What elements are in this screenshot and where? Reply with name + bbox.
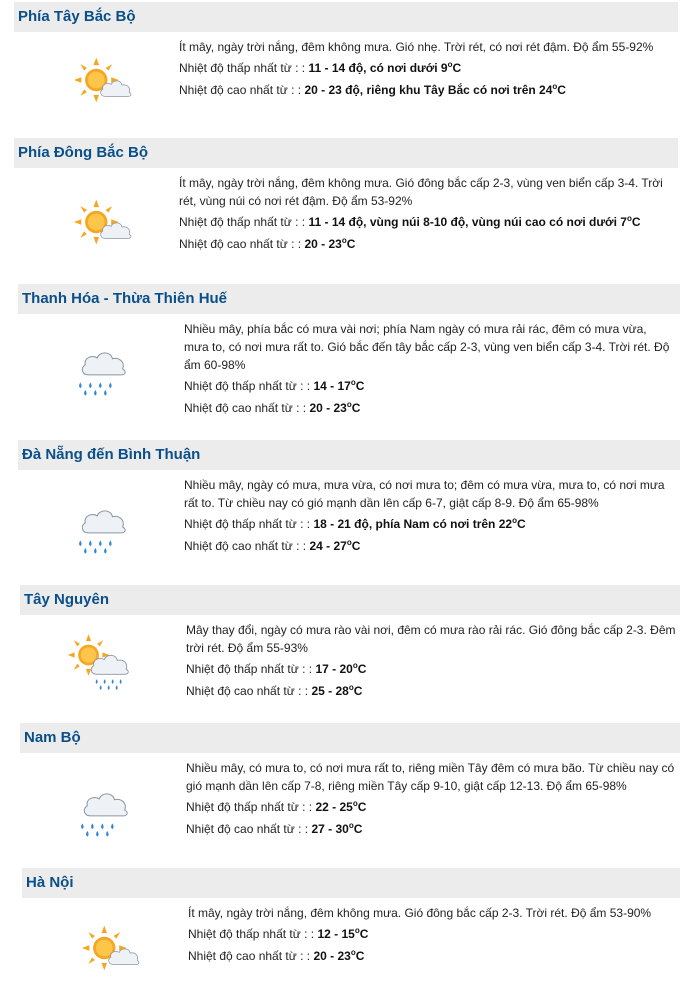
min-temp-label: Nhiệt độ thấp nhất từ : : [179,215,306,229]
forecast-description: Ít mây, ngày trời nắng, đêm không mưa. Gió đông bắc cấp 2-3. Trời rét. Độ ẩm 53-90% [188,906,652,920]
max-temp-value: 25 - 28$^o$C [311,683,363,698]
max-temp-line [186,682,676,700]
region-card [14,138,678,278]
min-temp-line [184,515,674,533]
min-temp-value: 18 - 21 độ, phía Nam có nơi trên 22$^o$C [313,516,526,531]
max-temp-line [179,235,670,253]
max-temp-line [179,81,670,99]
rain-cloud-icon [70,494,140,564]
region-title: Thanh Hóa - Thừa Thiên Huế [18,284,680,314]
min-temp-value: 12 - 15$^o$C [317,926,369,941]
forecast-description: Mây thay đổi, ngày có mưa rào vài nơi, đêm có mưa rào rải rác. Gió đông bắc cấp 2-3. Đêm trời rét. Độ ẩm 55-93% [186,623,676,655]
region-title: Phía Đông Bắc Bộ [14,138,678,168]
forecast-description: Nhiều mây, có mưa to, có nơi mưa rất to, riêng miền Tây đêm có mưa bão. Từ chiều nay có gió mạnh dần lên cấp 7-8, riêng miền Tây cấp 9-10, giật cấp 12-13. Độ ẩm 65-98% [186,761,675,793]
min-temp-value: 11 - 14 độ, có nơi dưới 9$^o$C [308,60,462,75]
min-temp-line [188,925,678,943]
forecast-description: Ít mây, ngày trời nắng, đêm không mưa. Gió đông bắc cấp 2-3, vùng ven biển cấp 3-4. Trời rét, vùng núi có nơi rét đậm. Độ ẩm 53-92% [179,176,663,208]
min-temp-label: Nhiệt độ thấp nhất từ : : [188,927,315,941]
region-card [18,284,680,434]
region-title: Hà Nội [22,868,680,898]
min-temp-value: 17 - 20$^o$C [315,661,367,676]
max-temp-line [188,947,678,965]
sun-rain-cloud-icon [66,629,136,699]
max-temp-line [184,399,674,417]
min-temp-line [186,798,676,816]
max-temp-value: 24 - 27$^o$C [309,538,361,553]
min-temp-label: Nhiệt độ thấp nhất từ : : [179,61,306,75]
forecast-description: Ít mây, ngày trời nắng, đêm không mưa. Gió nhẹ. Trời rét, có nơi rét đậm. Độ ẩm 55-92% [179,40,654,54]
max-temp-label: Nhiệt độ cao nhất từ : : [186,684,309,698]
min-temp-line [186,660,676,678]
min-temp-value: 22 - 25$^o$C [315,799,367,814]
max-temp-label: Nhiệt độ cao nhất từ : : [184,539,307,553]
max-temp-value: 27 - 30$^o$C [311,821,363,836]
max-temp-label: Nhiệt độ cao nhất từ : : [188,949,311,963]
max-temp-label: Nhiệt độ cao nhất từ : : [179,83,302,97]
min-temp-line [184,377,674,395]
region-card [20,723,680,865]
sun-cloud-icon [70,50,140,120]
forecast-description: Nhiều mây, ngày có mưa, mưa vừa, có nơi mưa to; đêm có mưa vừa, mưa to, có nơi mưa rất to. Từ chiều nay có gió mạnh dần lên cấp 6-7, giật cấp 8-9. Độ ẩm 65-98% [184,478,665,510]
region-title: Đà Nẵng đến Bình Thuận [18,440,680,470]
rain-cloud-icon [72,777,142,847]
max-temp-label: Nhiệt độ cao nhất từ : : [186,822,309,836]
sun-cloud-icon [78,918,148,988]
min-temp-label: Nhiệt độ thấp nhất từ : : [186,662,313,676]
region-card [22,868,680,1001]
forecast-description: Nhiều mây, phía bắc có mưa vài nơi; phía Nam ngày có mưa rải rác, đêm có mưa vừa, mưa to, có nơi mưa rất to. Gió bắc đến tây bắc cấp 2-3, vùng ven biển cấp 3-4. Trời rét. Độ ẩm 60-98% [184,322,670,372]
max-temp-value: 20 - 23$^o$C [309,400,361,415]
region-card [20,585,680,719]
region-title: Nam Bộ [20,723,680,753]
min-temp-value: 14 - 17$^o$C [313,378,365,393]
max-temp-line [186,820,676,838]
min-temp-label: Nhiệt độ thấp nhất từ : : [186,800,313,814]
sun-cloud-icon [70,192,140,262]
max-temp-value: 20 - 23 độ, riêng khu Tây Bắc có nơi trên 24$^o$C [304,82,566,97]
region-title: Tây Nguyên [20,585,680,615]
min-temp-line [179,213,670,231]
min-temp-label: Nhiệt độ thấp nhất từ : : [184,379,311,393]
min-temp-label: Nhiệt độ thấp nhất từ : : [184,517,311,531]
region-card [14,2,678,132]
max-temp-label: Nhiệt độ cao nhất từ : : [179,237,302,251]
region-card [18,440,680,582]
max-temp-line [184,537,674,555]
region-title: Phía Tây Bắc Bộ [14,2,678,32]
rain-cloud-icon [70,336,140,406]
max-temp-label: Nhiệt độ cao nhất từ : : [184,401,307,415]
min-temp-line [179,59,670,77]
max-temp-value: 20 - 23$^o$C [304,236,356,251]
max-temp-value: 20 - 23$^o$C [313,948,365,963]
min-temp-value: 11 - 14 độ, vùng núi 8-10 độ, vùng núi cao có nơi dưới 7$^o$C [308,214,641,229]
